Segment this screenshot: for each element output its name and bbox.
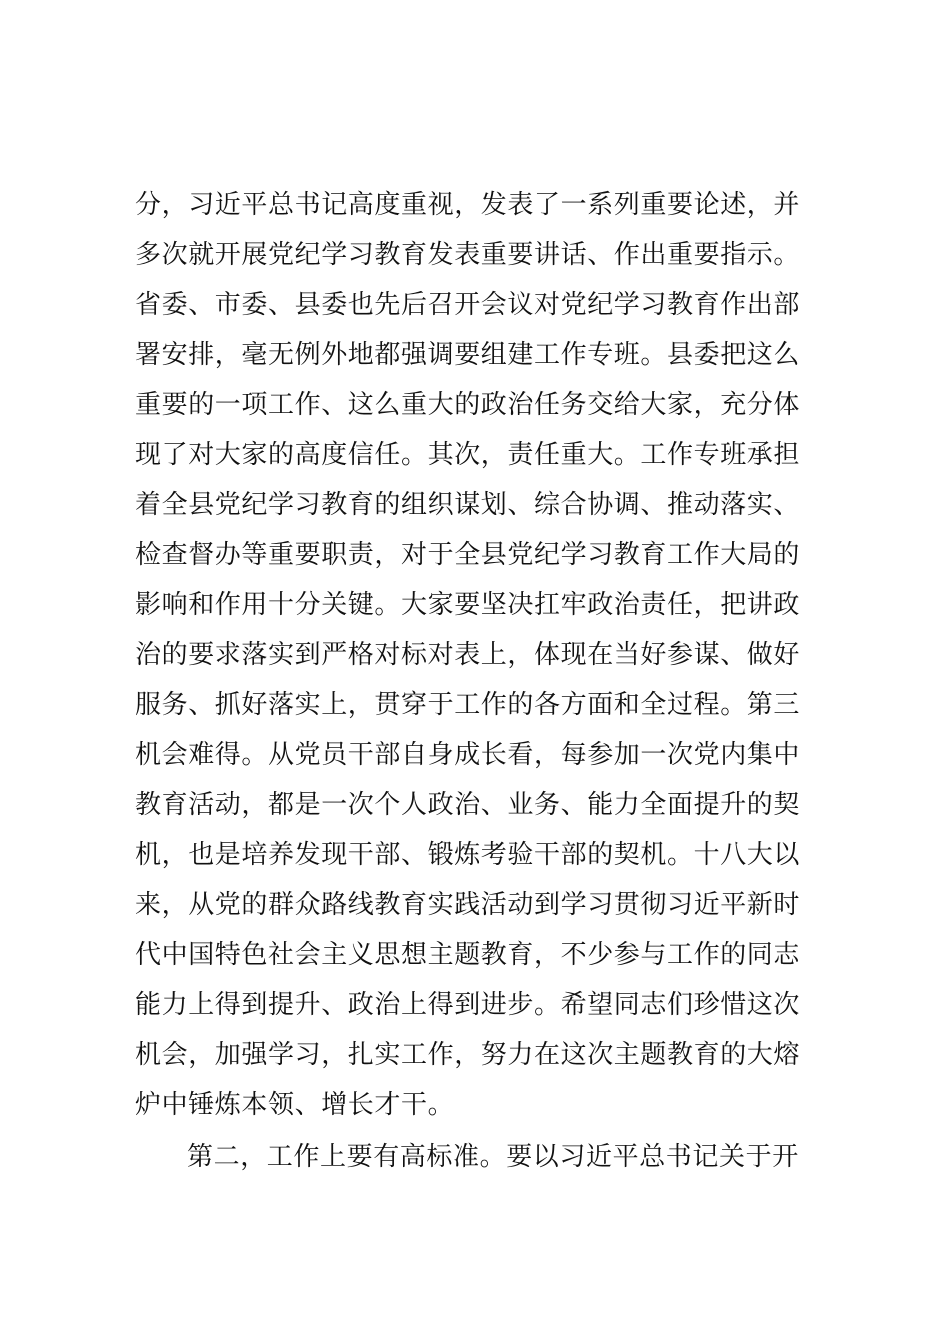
body-text (135, 180, 835, 1182)
text-line: 检查督办等重要职责，对于全县党纪学习教育工作大局的 (135, 540, 801, 570)
text-line: 教育活动，都是一次个人政治、业务、能力全面提升的契 (135, 790, 801, 820)
text-line: 重要的一项工作、这么重大的政治任务交给大家，充分体 (135, 390, 801, 420)
text-line: 着全县党纪学习教育的组织谋划、综合协调、推动落实、 (135, 490, 801, 520)
text-line: 现了对大家的高度信任。其次，责任重大。工作专班承担 (135, 440, 801, 470)
text-line: 署安排，毫无例外地都强调要组建工作专班。县委把这么 (135, 340, 801, 370)
text-line: 服务、抓好落实上，贯穿于工作的各方面和全过程。第三 (135, 690, 801, 720)
text-line: 代中国特色社会主义思想主题教育，不少参与工作的同志 (135, 940, 801, 970)
text-line: 治的要求落实到严格对标对表上，体现在当好参谋、做好 (135, 640, 801, 670)
text-line: 机会，加强学习，扎实工作，努力在这次主题教育的大熔 (135, 1040, 801, 1070)
paragraph-start-line: 第二，工作上要有高标准。要以习近平总书记关于开 (187, 1142, 799, 1172)
text-line: 能力上得到提升、政治上得到进步。希望同志们珍惜这次 (135, 990, 801, 1020)
text-line: 省委、市委、县委也先后召开会议对党纪学习教育作出部 (135, 290, 801, 320)
text-line: 分，习近平总书记高度重视，发表了一系列重要论述，并 (135, 190, 801, 220)
text-line: 机会难得。从党员干部自身成长看，每参加一次党内集中 (135, 740, 801, 770)
text-line: 影响和作用十分关键。大家要坚决扛牢政治责任，把讲政 (135, 590, 801, 620)
text-line: 来，从党的群众路线教育实践活动到学习贯彻习近平新时 (135, 890, 801, 920)
text-line: 炉中锤炼本领、增长才干。 (135, 1090, 455, 1120)
text-line: 多次就开展党纪学习教育发表重要讲话、作出重要指示。 (135, 240, 801, 270)
text-line: 机，也是培养发现干部、锻炼考验干部的契机。十八大以 (135, 840, 801, 870)
